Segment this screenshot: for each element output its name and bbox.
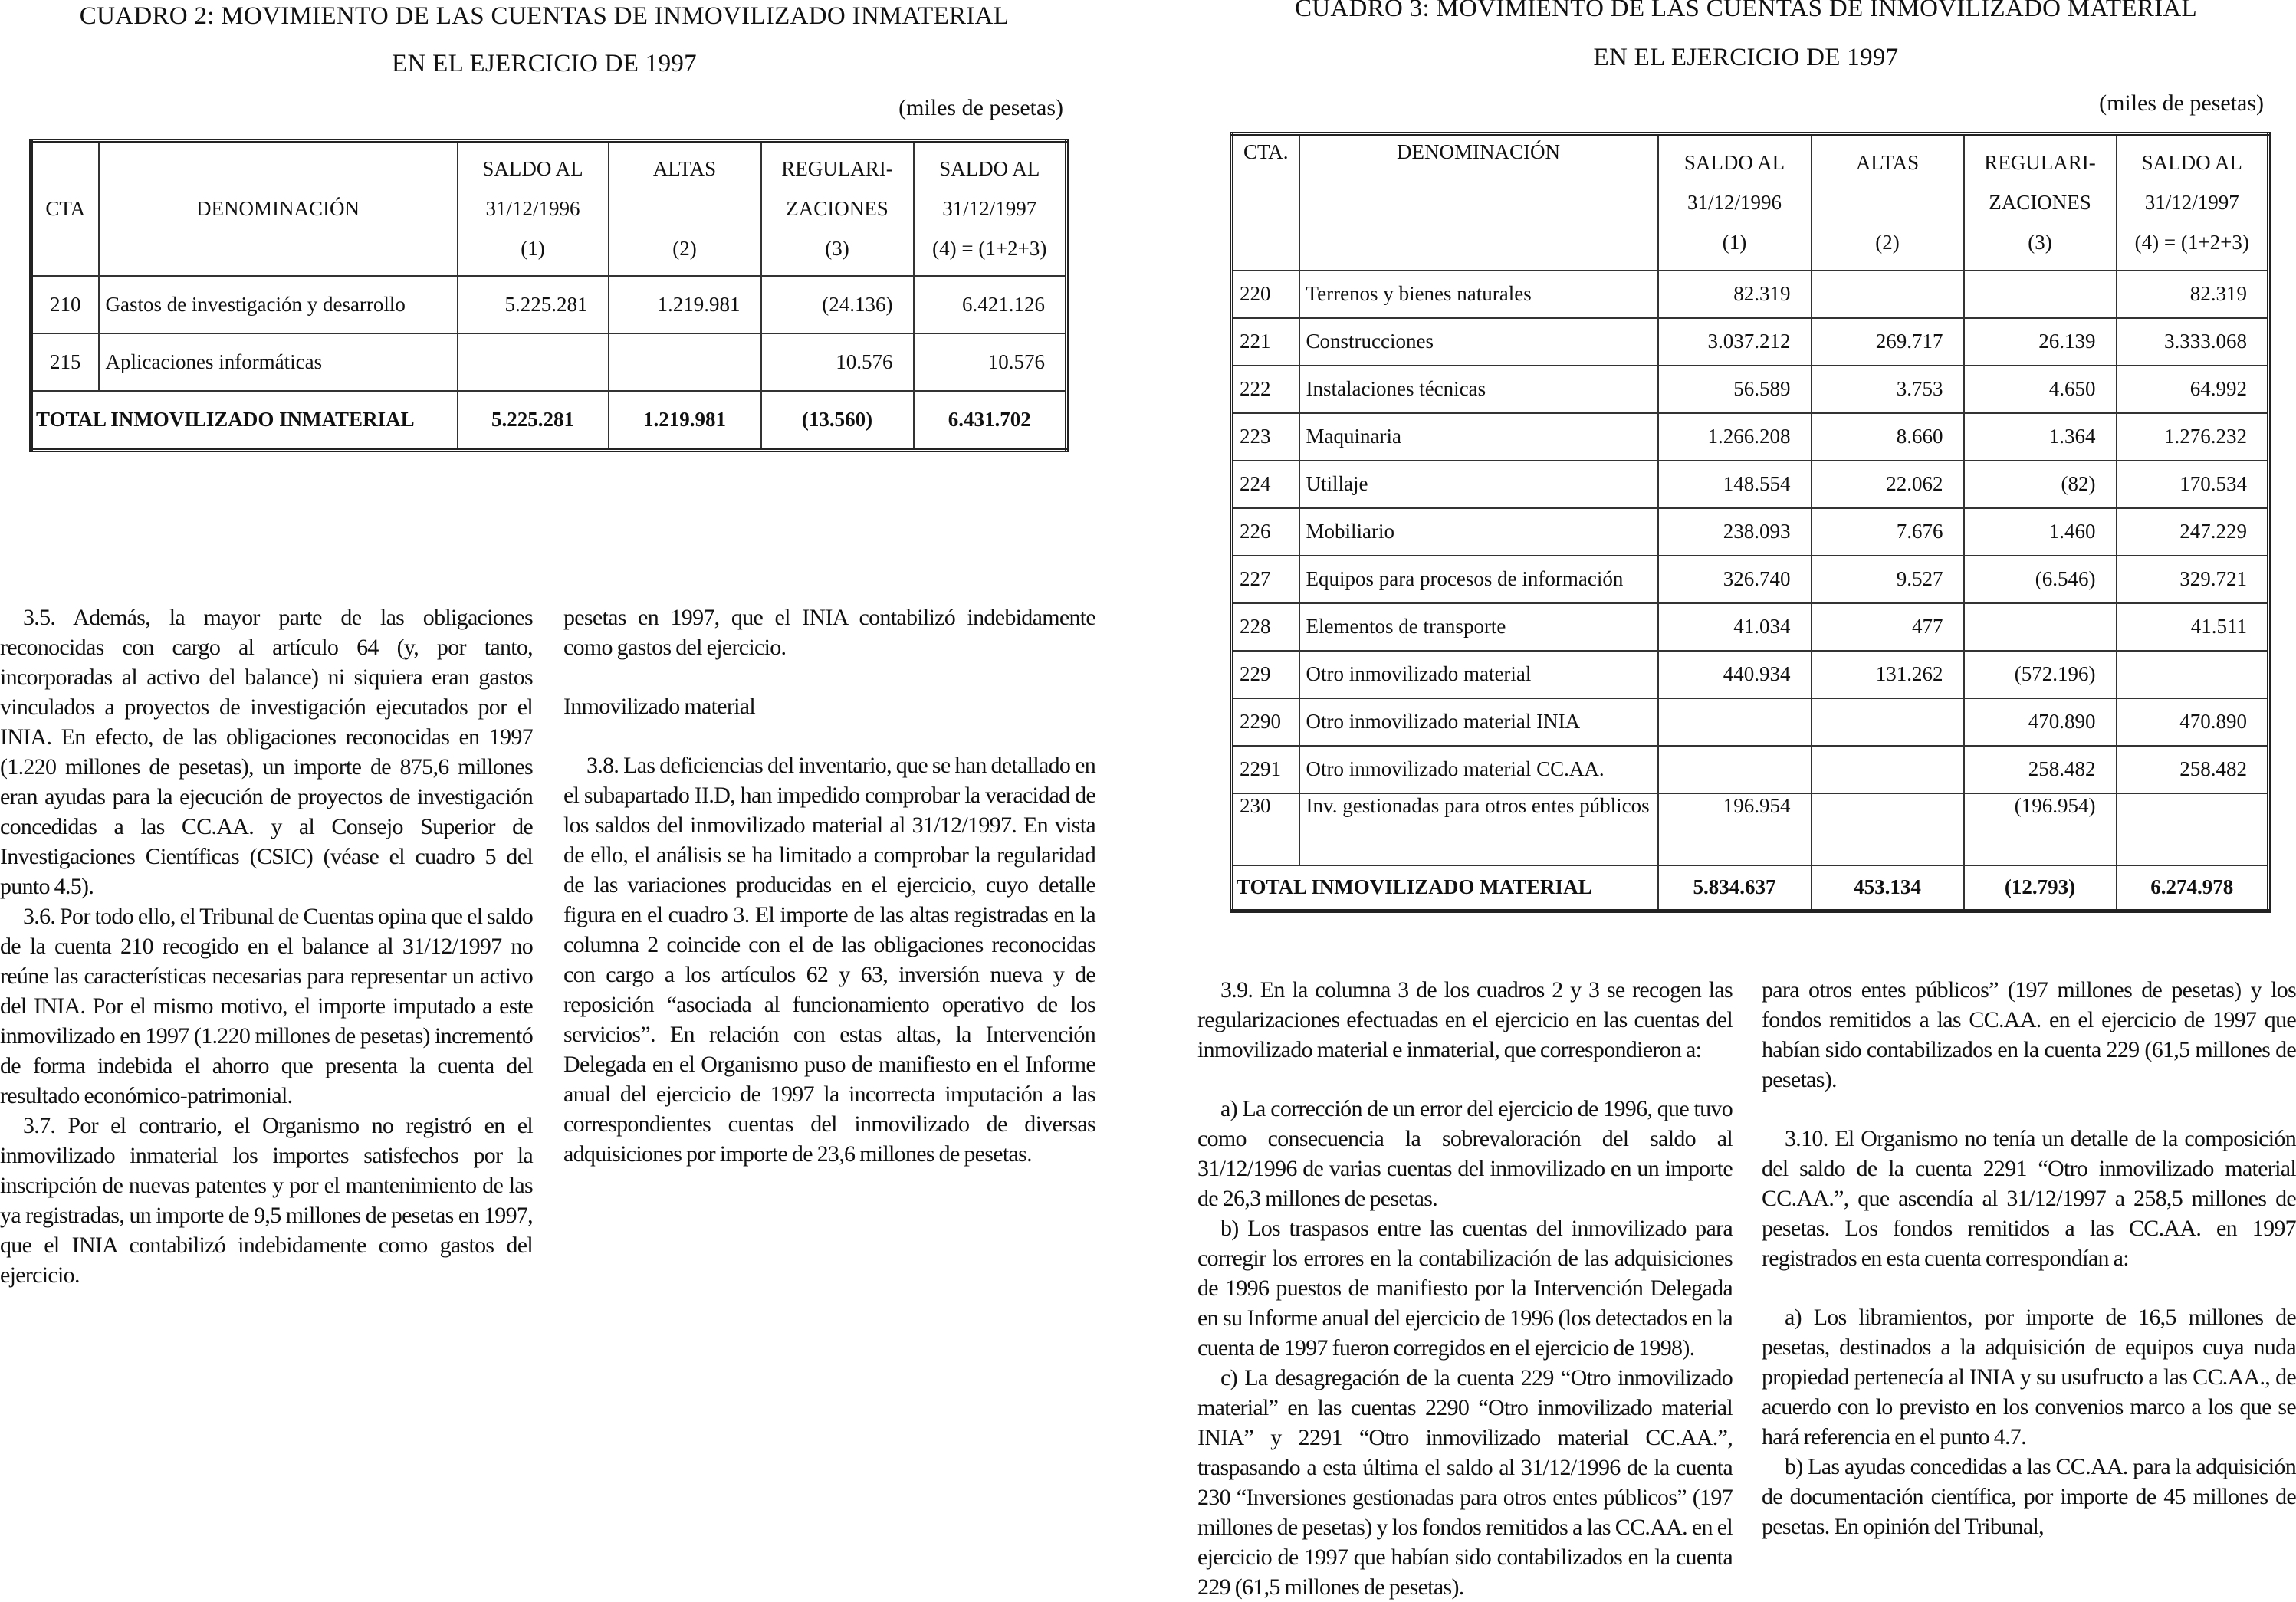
cell-saldo-1996: 326.740: [1658, 556, 1812, 603]
total-row: [1232, 865, 2269, 911]
paragraph-3-7-continued: pesetas en 1997, que el INIA contabilizó indebidamente como gastos del ejercicio.: [563, 605, 1095, 660]
cell-saldo-1996: 196.954: [1658, 793, 1812, 865]
cell-saldo-1997: 258.482: [2117, 746, 2269, 793]
cell-cta: 215: [31, 333, 99, 391]
header-saldo-1996: SALDO AL 31/12/1996 (1): [1658, 134, 1812, 271]
table-row: [1232, 271, 2269, 318]
cell-saldo-1996: 440.934: [1658, 651, 1812, 698]
cell-denominacion: Mobiliario: [1299, 508, 1658, 556]
cell-cta: 224: [1232, 461, 1299, 508]
table-row: [1232, 698, 2269, 746]
cell-regularizaciones: 1.364: [1964, 413, 2117, 461]
table-row: [1232, 366, 2269, 413]
total-label: TOTAL INMOVILIZADO MATERIAL: [1232, 865, 1658, 911]
paragraph-3-7: 3.7. Por el contrario, el Organismo no registró en el inmovilizado inmaterial los importes satisfechos por la inscripción de nuevas patentes y por el mantenimiento de las ya registradas, un importe de 9,5 millones de pesetas en 1997, que el INIA contabilizó indebidamente como gastos del ejercicio.: [0, 1113, 533, 1288]
cell-cta: 230: [1232, 793, 1299, 865]
table-row: [31, 276, 1067, 333]
table-row: [1232, 651, 2269, 698]
paragraph-3-10: 3.10. El Organismo no tenía un detalle de la composición del saldo de la cuenta 2291 “Otro inmovilizado material CC.AA.”, que ascendía al 31/12/1997 a 258,5 millones de pesetas. Los fondos remitidos a las CC.AA. en 1997 registrados en esta cuenta correspondían a:: [1762, 1126, 2296, 1271]
cell-cta: 221: [1232, 318, 1299, 366]
cell-altas: [609, 333, 761, 391]
cell-regularizaciones: (82): [1964, 461, 2117, 508]
cell-saldo-1997: 64.992: [2117, 366, 2269, 413]
cell-saldo-1996: 56.589: [1658, 366, 1812, 413]
cuadro3-title-line1: CUADRO 3: MOVIMIENTO DE LAS CUENTAS DE INMOVILIZADO MATERIAL: [1294, 0, 2197, 22]
cell-regularizaciones: [1964, 271, 2117, 318]
paragraph-3-10-a: a) Los libramientos, por importe de 16,5 millones de pesetas, destinados a la adquisición de equipos cuya nuda propiedad pertenecía al INIA y su usufructo a las CC.AA., de acuerdo con lo previsto en los convenios marco a los que se hará referencia en el punto 4.7.: [1762, 1305, 2296, 1449]
cell-cta: 220: [1232, 271, 1299, 318]
cell-saldo-1997: 170.534: [2117, 461, 2269, 508]
total-reg: (13.560): [761, 391, 914, 451]
cell-denominacion: Aplicaciones informáticas: [99, 333, 458, 391]
cell-regularizaciones: (196.954): [1964, 793, 2117, 865]
table-row: [31, 333, 1067, 391]
cell-saldo-1997: 470.890: [2117, 698, 2269, 746]
table-row: [1232, 793, 2269, 865]
cuadro2-units: (miles de pesetas): [898, 95, 1063, 120]
cell-altas: [1812, 793, 1964, 865]
cell-saldo-1997: [2117, 651, 2269, 698]
paragraph-3-5: 3.5. Además, la mayor parte de las obligaciones reconocidas con cargo al artículo 64 (y, por tanto, incorporadas al activo del balance) ni siquiera eran gastos vinculados a proyectos de investigación ejecutados por el INIA. En efecto, de las obligaciones reconocidas en 1997 (1.220 millones de pesetas), un importe de 875,6 millones eran ayudas para la ejecución de proyectos de investigación concedidas a las CC.AA. y al Consejo Superior de Investigaciones Científicas (CSIC) (véase el cuadro 5 del punto 4.5).: [0, 605, 533, 899]
cell-denominacion: Otro inmovilizado material INIA: [1299, 698, 1658, 746]
table-row: [1232, 746, 2269, 793]
cell-cta: 223: [1232, 413, 1299, 461]
paragraph-3-8: 3.8. Las deficiencias del inventario, que se han detallado en el subapartado II.D, han impedido comprobar la veracidad de los saldos del inmovilizado material al 31/12/1997. En vista de ello, el análisis se ha limitado a comprobar la regularidad de las variaciones producidas en el ejercicio, cuyo detalle figura en el cuadro 3. El importe de las altas registradas en la columna 2 coincide con el de las obligaciones reconocidas con cargo a los artículos 62 y 63, inversión nueva y de reposición “asociada al funcionamiento operativo de los servicios”. En relación con estas altas, la Intervención Delegada en el Organismo puso de manifiesto en el Informe anual del ejercicio de 1997 la incorrecta imputación a las correspondientes cuentas del inmovilizado de diversas adquisiciones por importe de 23,6 millones de pesetas.: [563, 753, 1095, 1167]
paragraph-3-9-b: b) Los traspasos entre las cuentas del inmovilizado para corregir los errores en la contabilización de las adquisiciones de 1996 puestos de manifiesto por la Intervención Delegada en su Informe anual del ejercicio de 1996 (los detectados en la cuenta de 1997 fueron corregidos en el ejercicio de 1998).: [1197, 1216, 1733, 1361]
header-altas: ALTAS (2): [1812, 134, 1964, 271]
cell-denominacion: Elementos de transporte: [1299, 603, 1658, 651]
cell-altas: 8.660: [1812, 413, 1964, 461]
cuadro2-table: [29, 139, 1069, 452]
cell-saldo-1997: [2117, 793, 2269, 865]
header-cta: CTA.: [1232, 134, 1299, 271]
cell-denominacion: Construcciones: [1299, 318, 1658, 366]
cell-saldo-1997: 3.333.068: [2117, 318, 2269, 366]
cell-altas: 477: [1812, 603, 1964, 651]
cell-cta: 228: [1232, 603, 1299, 651]
header-cta: CTA: [31, 141, 99, 276]
cell-altas: 1.219.981: [609, 276, 761, 333]
cell-saldo-1997: 10.576: [914, 333, 1067, 391]
cell-altas: 131.262: [1812, 651, 1964, 698]
section-heading: Inmovilizado material: [563, 694, 756, 719]
table-row: [1232, 603, 2269, 651]
cell-denominacion: Maquinaria: [1299, 413, 1658, 461]
cuadro3-title-line2: EN EL EJERCICIO DE 1997: [1593, 44, 1899, 71]
total-s96: 5.225.281: [458, 391, 609, 451]
cell-saldo-1997: 247.229: [2117, 508, 2269, 556]
cell-denominacion: Utillaje: [1299, 461, 1658, 508]
total-s97: 6.274.978: [2117, 865, 2269, 911]
cell-altas: 9.527: [1812, 556, 1964, 603]
table-row: [1232, 508, 2269, 556]
cell-altas: 22.062: [1812, 461, 1964, 508]
cell-regularizaciones: (572.196): [1964, 651, 2117, 698]
paragraph-3-9-c: c) La desagregación de la cuenta 229 “Otro inmovilizado material” en las cuentas 2290 “Otro inmovilizado material INIA” y 2291 “Otro inmovilizado material CC.AA.”, traspasando a esta última el saldo al 31/12/1996 de la cuenta 230 “Inversiones gestionadas para otros entes públicos” (197 millones de pesetas) y los fondos remitidos a las CC.AA. en el ejercicio de 1997 que habían sido contabilizados en la cuenta 229 (61,5 millones de pesetas).: [1197, 1365, 1733, 1600]
header-saldo-1997: SALDO AL 31/12/1997 (4) = (1+2+3): [2117, 134, 2269, 271]
left-text-column-1: [0, 602, 533, 1288]
total-row: [31, 391, 1067, 451]
cell-saldo-1997: 41.511: [2117, 603, 2269, 651]
cell-saldo-1996: [1658, 746, 1812, 793]
cell-cta: 226: [1232, 508, 1299, 556]
cell-saldo-1997: 82.319: [2117, 271, 2269, 318]
cuadro2-title-line1: CUADRO 2: MOVIMIENTO DE LAS CUENTAS DE INMOVILIZADO INMATERIAL: [79, 2, 1010, 30]
header-saldo-1997: SALDO AL 31/12/1997 (4) = (1+2+3): [914, 141, 1067, 276]
cuadro3-table: [1230, 132, 2271, 913]
cell-regularizaciones: 1.460: [1964, 508, 2117, 556]
header-regularizaciones: REGULARI- ZACIONES (3): [1964, 134, 2117, 271]
paragraph-3-9-a: a) La corrección de un error del ejercicio de 1996, que tuvo como consecuencia la sobrevaloración del saldo al 31/12/1996 de varias cuentas del inmovilizado en un importe de 26,3 millones de pesetas.: [1197, 1096, 1733, 1211]
cell-regularizaciones: 258.482: [1964, 746, 2117, 793]
header-altas: ALTAS (2): [609, 141, 761, 276]
cell-saldo-1996: 5.225.281: [458, 276, 609, 333]
cell-saldo-1996: [1658, 698, 1812, 746]
cell-altas: 7.676: [1812, 508, 1964, 556]
paragraph-3-9-c-continued: para otros entes públicos” (197 millones de pesetas) y los fondos remitidos a las CC.AA. en el ejercicio de 1997 que habían sido contabilizados en la cuenta 229 (61,5 millones de pesetas).: [1762, 977, 2296, 1092]
cell-saldo-1997: 1.276.232: [2117, 413, 2269, 461]
cell-altas: 269.717: [1812, 318, 1964, 366]
cell-denominacion: Instalaciones técnicas: [1299, 366, 1658, 413]
cell-denominacion: Otro inmovilizado material: [1299, 651, 1658, 698]
cell-denominacion: Gastos de investigación y desarrollo: [99, 276, 458, 333]
cell-cta: 2291: [1232, 746, 1299, 793]
total-altas: 453.134: [1812, 865, 1964, 911]
cell-regularizaciones: [1964, 603, 2117, 651]
cell-denominacion: Equipos para procesos de información: [1299, 556, 1658, 603]
total-s96: 5.834.637: [1658, 865, 1812, 911]
cell-saldo-1996: 1.266.208: [1658, 413, 1812, 461]
total-label: TOTAL INMOVILIZADO INMATERIAL: [31, 391, 458, 451]
total-altas: 1.219.981: [609, 391, 761, 451]
cell-saldo-1997: 6.421.126: [914, 276, 1067, 333]
cell-denominacion: Otro inmovilizado material CC.AA.: [1299, 746, 1658, 793]
paragraph-3-9: 3.9. En la columna 3 de los cuadros 2 y 3 se recogen las regularizaciones efectuadas en el ejercicio en las cuentas del inmovilizado material e inmaterial, que correspondieron a:: [1197, 977, 1733, 1062]
cell-saldo-1996: 238.093: [1658, 508, 1812, 556]
cell-saldo-1997: 329.721: [2117, 556, 2269, 603]
paragraph-3-10-b: b) Las ayudas concedidas a las CC.AA. para la adquisición de documentación científica, por importe de 45 millones de pesetas. En opinión del Tribunal,: [1762, 1454, 2296, 1539]
table-header-row: [31, 141, 1067, 276]
cell-denominacion: Terrenos y bienes naturales: [1299, 271, 1658, 318]
total-reg: (12.793): [1964, 865, 2117, 911]
cell-regularizaciones: 26.139: [1964, 318, 2117, 366]
left-text-column-2: [563, 602, 1095, 1169]
cell-saldo-1996: 41.034: [1658, 603, 1812, 651]
right-text-column-1: [1197, 975, 1733, 1600]
cell-regularizaciones: 4.650: [1964, 366, 2117, 413]
cell-regularizaciones: (24.136): [761, 276, 914, 333]
cell-cta: 2290: [1232, 698, 1299, 746]
cell-cta: 229: [1232, 651, 1299, 698]
cell-saldo-1996: 148.554: [1658, 461, 1812, 508]
header-denominacion: DENOMINACIÓN: [1299, 134, 1658, 271]
header-saldo-1996: SALDO AL 31/12/1996 (1): [458, 141, 609, 276]
paragraph-3-6: 3.6. Por todo ello, el Tribunal de Cuentas opina que el saldo de la cuenta 210 recogido en el balance al 31/12/1997 no reúne las características necesarias para representar un activo del INIA. Por el mismo motivo, el importe imputado a este inmovilizado en 1997 (1.220 millones de pesetas) incrementó de forma indebida el ahorro que presenta la cuenta del resultado económico-patrimonial.: [0, 904, 533, 1108]
table-row: [1232, 461, 2269, 508]
table-row: [1232, 318, 2269, 366]
cuadro3-units: (miles de pesetas): [2099, 90, 2264, 116]
cuadro2-title-line2: EN EL EJERCICIO DE 1997: [392, 50, 697, 77]
right-text-column-2: [1762, 975, 2296, 1541]
cell-cta: 227: [1232, 556, 1299, 603]
cell-regularizaciones: (6.546): [1964, 556, 2117, 603]
cell-altas: 3.753: [1812, 366, 1964, 413]
table-row: [1232, 556, 2269, 603]
table-header-row: [1232, 134, 2269, 271]
cell-saldo-1996: [458, 333, 609, 391]
header-denominacion: DENOMINACIÓN: [99, 141, 458, 276]
cell-altas: [1812, 271, 1964, 318]
cell-altas: [1812, 698, 1964, 746]
total-s97: 6.431.702: [914, 391, 1067, 451]
header-regularizaciones: REGULARI- ZACIONES (3): [761, 141, 914, 276]
table-row: [1232, 413, 2269, 461]
cell-saldo-1996: 82.319: [1658, 271, 1812, 318]
cell-cta: 222: [1232, 366, 1299, 413]
cell-regularizaciones: 10.576: [761, 333, 914, 391]
cell-altas: [1812, 746, 1964, 793]
cell-saldo-1996: 3.037.212: [1658, 318, 1812, 366]
cell-regularizaciones: 470.890: [1964, 698, 2117, 746]
cell-cta: 210: [31, 276, 99, 333]
cell-denominacion: Inv. gestionadas para otros entes públicos: [1299, 793, 1658, 865]
